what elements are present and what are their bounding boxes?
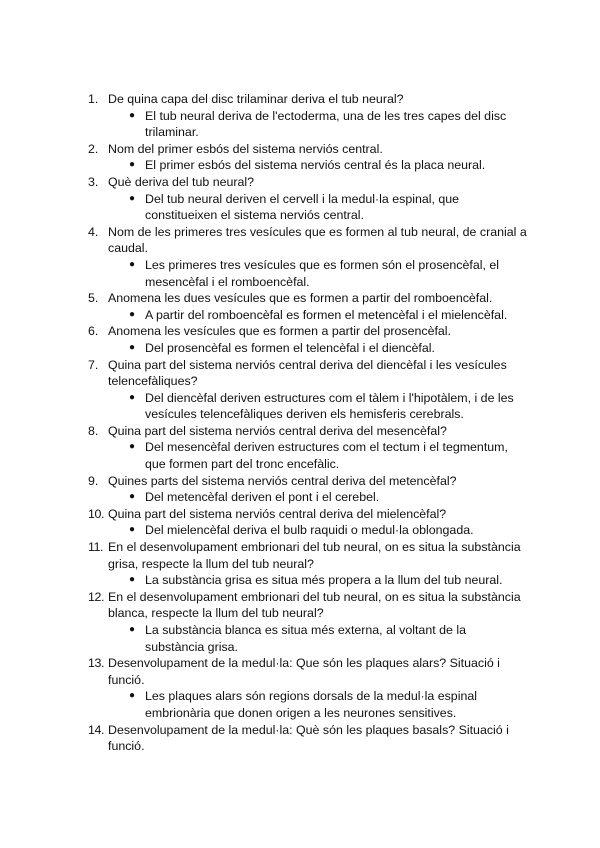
question-number: 2. — [88, 141, 99, 156]
bullet-icon: ● — [129, 192, 136, 204]
question-text: Quina part del sistema nerviós central deriva del mesencèfal? — [108, 423, 447, 438]
question-number: 10. — [88, 506, 105, 521]
question-number: 8. — [88, 423, 99, 438]
question-row — [88, 655, 528, 688]
question-text: Quines parts del sistema nerviós central deriva del metencèfal? — [108, 473, 457, 488]
bullet-icon: ● — [129, 159, 136, 171]
question-row — [88, 722, 528, 755]
question-number: 13. — [88, 656, 105, 671]
question-text: Anomena les vesícules que es formen a partir del prosencèfal. — [108, 324, 451, 339]
bullet-icon: ● — [129, 690, 136, 702]
list-item — [88, 323, 528, 356]
question-row — [88, 357, 528, 390]
question-text: En el desenvolupament embrionari del tub neural, on es situa la substància grisa, respecte la llum del tub neural? — [108, 540, 521, 571]
bullet-icon: ● — [129, 624, 136, 635]
list-item — [88, 91, 528, 141]
question-row — [88, 473, 528, 490]
bullet-icon: ● — [129, 491, 136, 503]
list-item — [88, 539, 528, 589]
bullet-icon: ● — [129, 109, 136, 121]
answer-row — [88, 157, 528, 174]
question-number: 3. — [88, 174, 99, 189]
question-number: 12. — [88, 589, 105, 604]
question-text: Quina part del sistema nerviós central deriva del diencèfal i les vesícules telencefàliques? — [108, 357, 507, 389]
question-row — [88, 323, 528, 340]
answer-text: Del diencèfal deriven estructures com el tàlem i l'hipotàlem, i de les vesícules telencefàliques deriven els hemisferis cerebrals. — [145, 390, 514, 422]
bullet-icon: ● — [129, 574, 136, 586]
answer-row — [88, 439, 528, 472]
answer-row — [88, 522, 528, 539]
question-row — [88, 589, 528, 622]
question-text: Anomena les dues vesícules que es formen a partir del romboencèfal. — [108, 291, 493, 306]
answer-text: Del metencèfal deriven el pont i el cerebel. — [145, 490, 380, 505]
question-number: 5. — [88, 291, 99, 306]
answer-text: Del mielencèfal deriva el bulb raquidi o medul·la oblongada. — [145, 523, 474, 538]
question-text: Desenvolupament de la medul·la: Què són les plaques basals? Situació i funció. — [108, 722, 509, 754]
question-row — [88, 423, 528, 440]
bullet-icon: ● — [129, 308, 136, 320]
answer-row — [88, 390, 528, 423]
answer-text: Del mesencèfal deriven estructures com el tectum i el tegmentum, que formen part del tronc encefàlic. — [145, 440, 508, 472]
question-text: Desenvolupament de la medul·la: Que són les plaques alars? Situació i funció. — [108, 656, 500, 687]
bullet-icon: ● — [129, 258, 136, 270]
question-number: 14. — [88, 722, 105, 737]
question-row — [88, 224, 528, 257]
answer-row — [88, 191, 528, 224]
question-text: Quina part del sistema nerviós central deriva del mielencèfal? — [108, 506, 447, 521]
list-item — [88, 174, 528, 224]
answer-row — [88, 688, 528, 721]
answer-row — [88, 108, 528, 141]
question-row — [88, 141, 528, 158]
list-item — [88, 423, 528, 473]
question-row — [88, 91, 528, 108]
question-list — [88, 91, 528, 755]
answer-row — [88, 572, 528, 589]
answer-text: Les plaques alars són regions dorsals de la medul·la espinal embrionària que donen origen a les neurones sensitives. — [145, 689, 477, 720]
question-text: Què deriva del tub neural? — [108, 174, 255, 189]
question-number: 9. — [88, 473, 99, 488]
question-text: Nom del primer esbós del sistema nerviós central. — [108, 141, 383, 156]
list-item — [88, 655, 528, 721]
bullet-icon: ● — [129, 341, 136, 353]
question-row — [88, 539, 528, 572]
question-text: De quina capa del disc trilaminar deriva el tub neural? — [108, 92, 404, 106]
question-number: 4. — [88, 224, 99, 239]
question-number: 7. — [88, 357, 99, 372]
answer-text: El primer esbós del sistema nerviós central és la placa neural. — [145, 158, 486, 173]
answer-row — [88, 489, 528, 506]
bullet-icon: ● — [129, 391, 136, 403]
list-item — [88, 473, 528, 506]
answer-row — [88, 340, 528, 357]
question-row — [88, 174, 528, 191]
list-item — [88, 290, 528, 323]
answer-text: Del tub neural deriven el cervell i la medul·la espinal, que constitueixen el sistema nerviós central. — [145, 191, 460, 223]
question-number: 1. — [88, 92, 99, 106]
list-item — [88, 141, 528, 174]
bullet-icon: ● — [129, 524, 136, 536]
list-item — [88, 506, 528, 539]
question-row — [88, 506, 528, 523]
list-item — [88, 357, 528, 423]
answer-text: El tub neural deriva de l'ectoderma, una de les tres capes del disc trilaminar. — [145, 108, 507, 140]
question-row — [88, 290, 528, 307]
bullet-icon: ● — [129, 441, 136, 453]
answer-row — [88, 622, 528, 655]
question-number: 11. — [88, 540, 104, 555]
answer-text: La substància grisa es situa més propera a la llum del tub neural. — [145, 573, 503, 588]
answer-text: A partir del romboencèfal es formen el metencèfal i el mielencèfal. — [145, 307, 508, 322]
list-item — [88, 589, 528, 655]
answer-text: Del prosencèfal es formen el telencèfal i el diencèfal. — [145, 340, 435, 355]
answer-text: Les primeres tres vesícules que es formen són el prosencèfal, el mesencèfal i el romboencèfal. — [145, 257, 499, 289]
question-text: En el desenvolupament embrionari del tub neural, on es situa la substància blanca, respecte la llum del tub neural? — [108, 589, 521, 621]
question-text: Nom de les primeres tres vesícules que es formen al tub neural, de cranial a caudal. — [108, 224, 527, 256]
answer-text: La substància blanca es situa més externa, al voltant de la substància grisa. — [145, 623, 466, 654]
answer-row — [88, 307, 528, 324]
list-item — [88, 224, 528, 290]
list-item — [88, 722, 528, 755]
question-number: 6. — [88, 324, 99, 339]
answer-row — [88, 257, 528, 290]
